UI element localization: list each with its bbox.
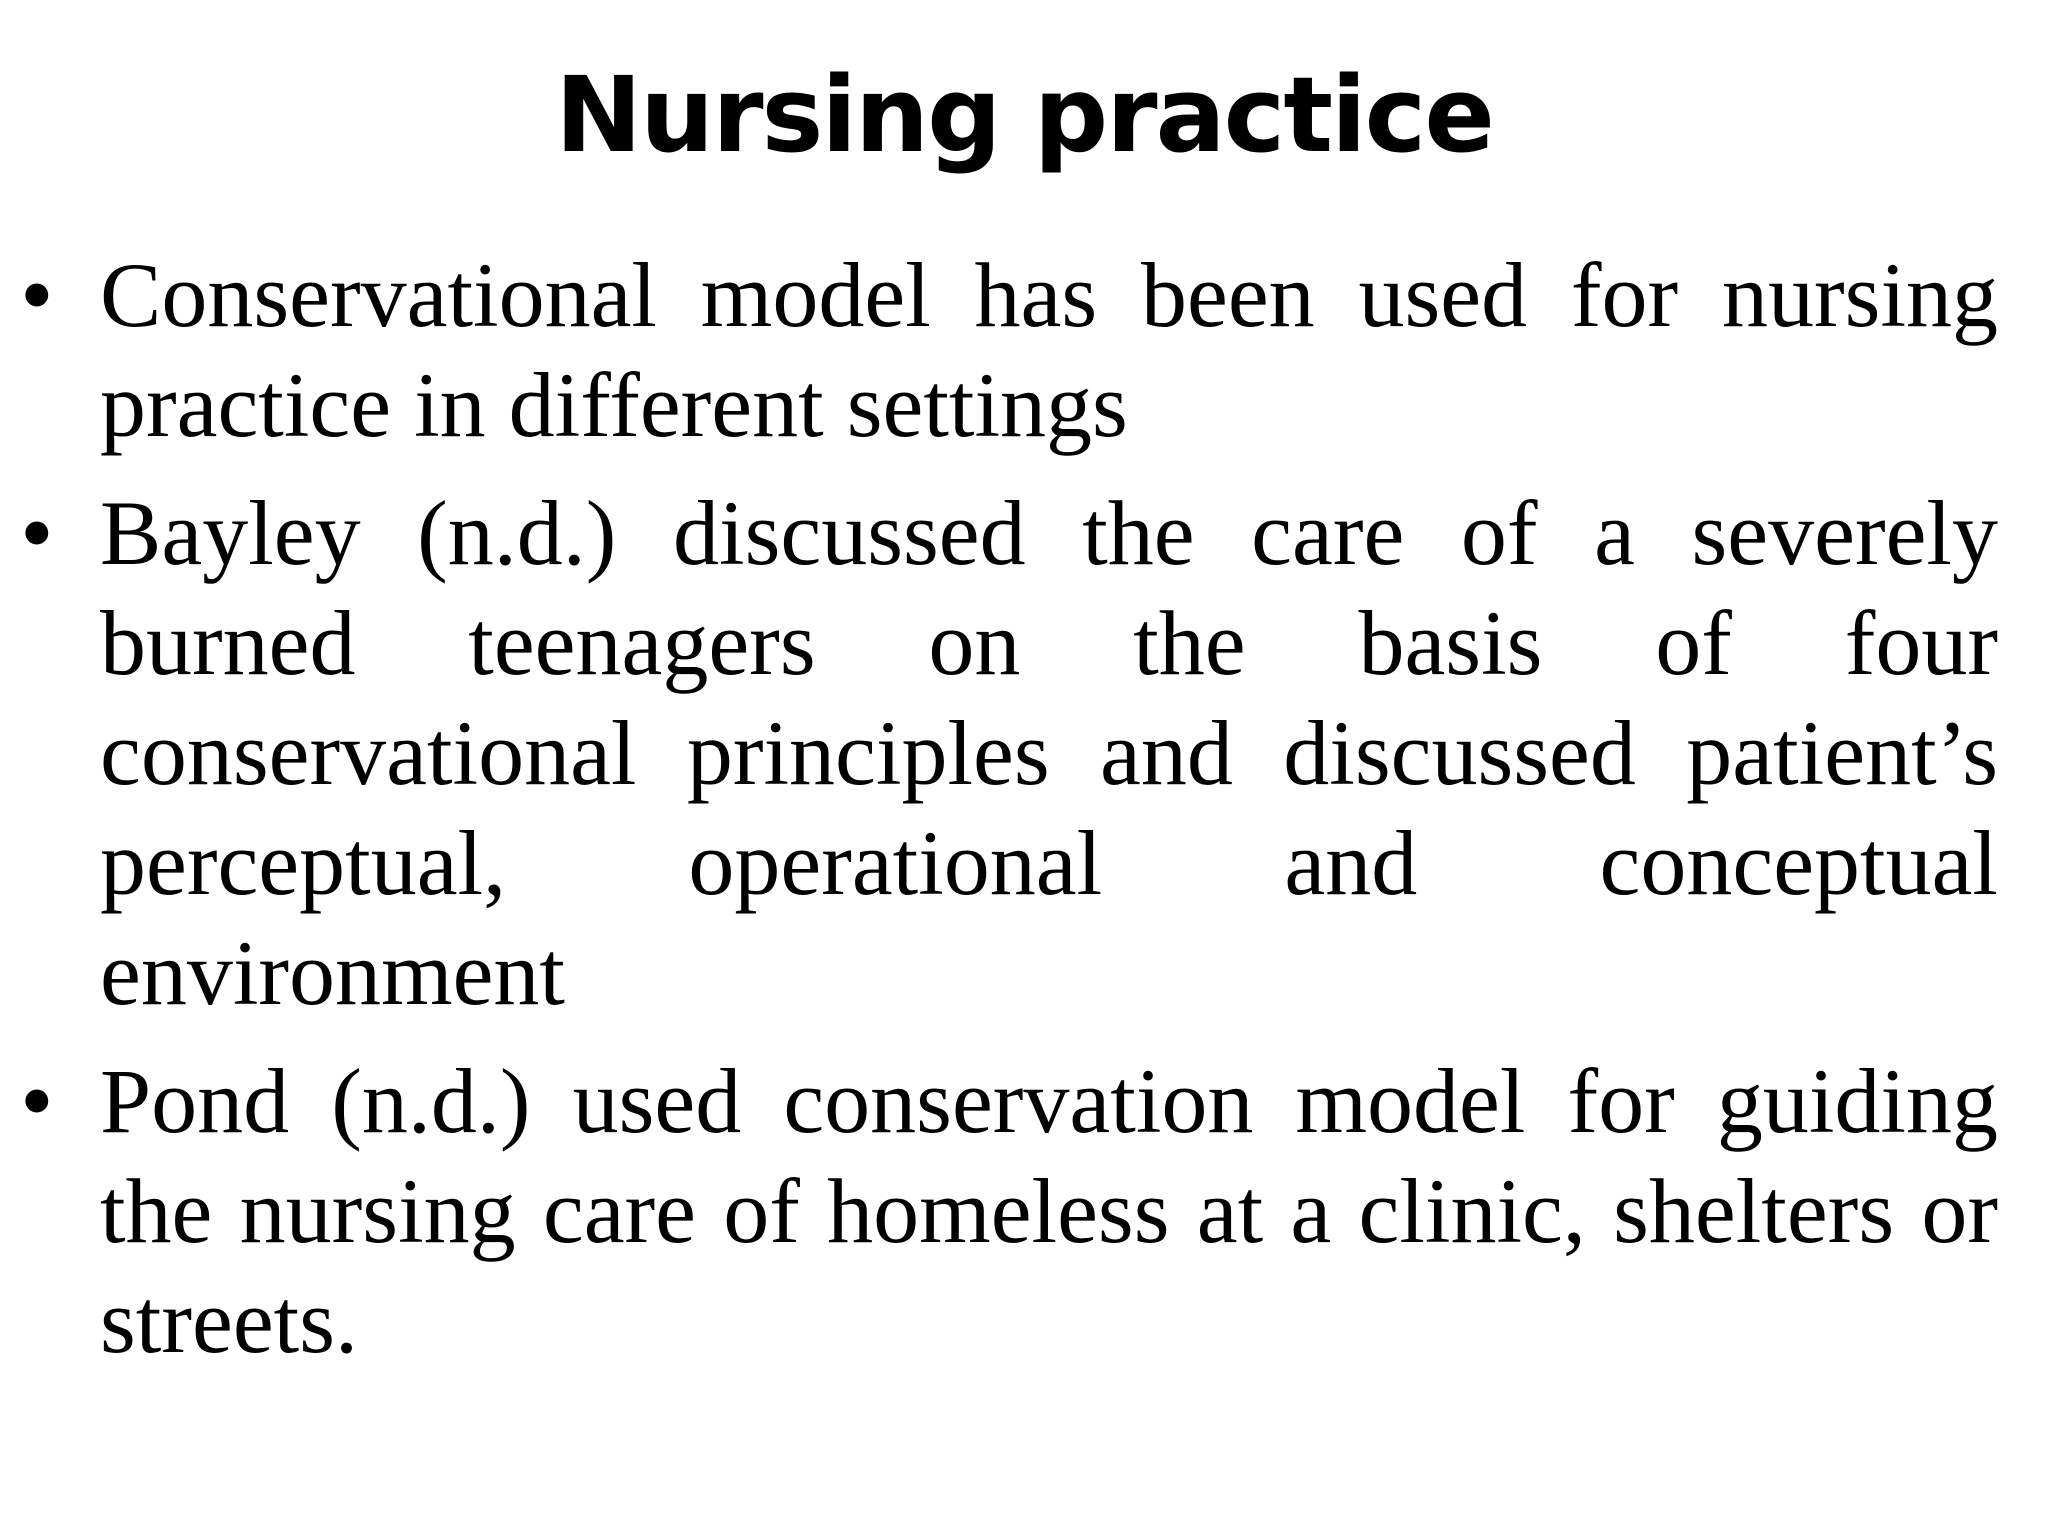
- bullet-list: [0, 240, 2048, 1394]
- slide-title: Nursing practice: [555, 54, 1493, 176]
- bullet-dot-icon: •: [20, 241, 54, 348]
- bullet-item: [0, 1046, 2048, 1376]
- bullet-text: Conservational model has been used for nursing practice in different settings: [100, 244, 1998, 456]
- bullet-dot-icon: •: [20, 1047, 54, 1154]
- bullet-text: Bayley (n.d.) discussed the care of a severely burned teenagers on the basis of four conservational principles and discussed patient’s perceptual, operational and conceptual environment: [100, 482, 1998, 1024]
- bullet-item: [0, 240, 2048, 460]
- bullet-dot-icon: •: [20, 479, 54, 586]
- bullet-text: Pond (n.d.) used conservation model for guiding the nursing care of homeless at a clinic, shelters or streets.: [100, 1050, 1998, 1372]
- bullet-item: [0, 478, 2048, 1028]
